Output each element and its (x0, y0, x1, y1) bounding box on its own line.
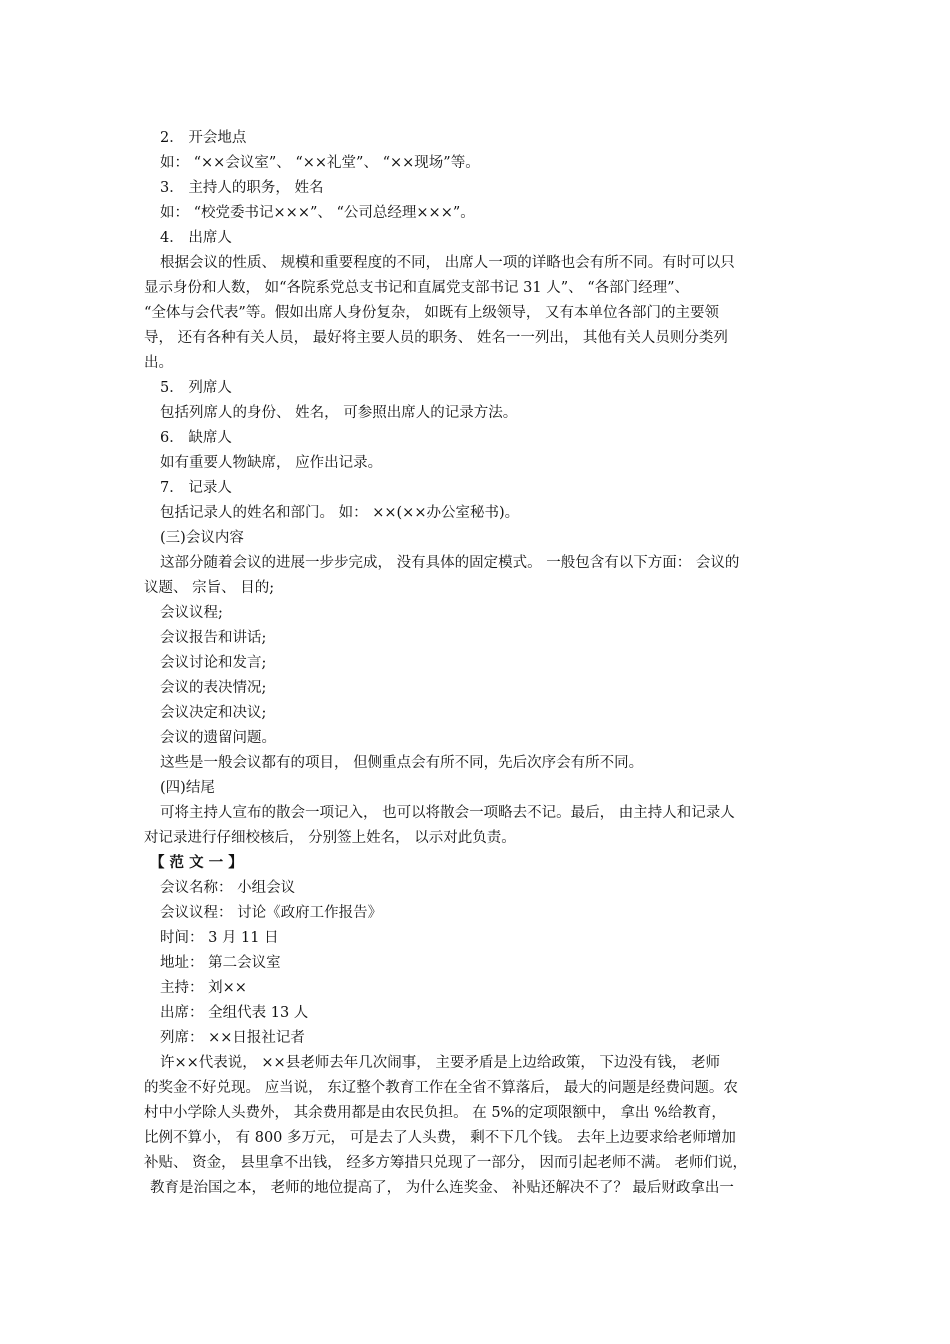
text-line: 的奖金不好兑现。 应当说， 东辽整个教育工作在全省不算落后， 最大的问题是经费问题。农 (144, 1080, 738, 1096)
list-item: 会议报告和讲话; (160, 630, 267, 646)
example-heading: 【 范 文 一 】 (150, 854, 243, 871)
text-line: 比例不算小， 有 800 多万元， 可是去了人头费， 剩不下几个钱。 去年上边要求给老师增加 (144, 1130, 736, 1146)
text-line: 出。 (144, 355, 173, 371)
text-line: 可将主持人宣布的散会一项记入， 也可以将散会一项略去不记。最后， 由主持人和记录人 (160, 805, 735, 821)
text-line: 6． 缺席人 (160, 430, 232, 446)
text-line: 如： “校党委书记×××”、 “公司总经理×××”。 (160, 205, 475, 221)
section-heading: (四)结尾 (160, 780, 215, 796)
text-line: 7． 记录人 (160, 480, 232, 496)
text-line: 导， 还有各种有关人员， 最好将主要人员的职务、 姓名一一列出， 其他有关人员则分类列 (144, 330, 728, 346)
text-line: 这些是一般会议都有的项目， 但侧重点会有所不同，先后次序会有所不同。 (160, 755, 644, 771)
text-line: 议题、 宗旨、 目的; (144, 580, 275, 596)
text-line: 教育是治国之本， 老师的地位提高了， 为什么连奖金、 补贴还解决不了？ 最后财政拿出一 (150, 1180, 734, 1196)
text-line: 许××代表说， ××县老师去年几次闹事， 主要矛盾是上边给政策， 下边没有钱， 老师 (160, 1055, 721, 1071)
list-item: 会议议程; (160, 605, 223, 621)
text-line: 包括列席人的身份、 姓名， 可参照出席人的记录方法。 (160, 405, 518, 421)
list-item: 会议的遗留问题。 (160, 730, 276, 746)
meeting-time-field: 时间： 3 月 11 日 (160, 930, 279, 946)
text-line: 显示身份和人数， 如“各院系党总支书记和直属党支部书记 31 人”、 “各部门经理”、 (144, 280, 690, 296)
meeting-host-field: 主持： 刘×× (160, 980, 247, 996)
text-line: 5． 列席人 (160, 380, 232, 396)
text-line: 如： “××会议室”、 “××礼堂”、 “××现场”等。 (160, 155, 480, 171)
text-line: 村中小学除人头费外， 其余费用都是由农民负担。 在 5%的定项限额中， 拿出 %给教育， (144, 1105, 726, 1121)
text-line: 4． 出席人 (160, 230, 232, 246)
text-line: 如有重要人物缺席， 应作出记录。 (160, 455, 383, 471)
meeting-name-field: 会议名称： 小组会议 (160, 880, 296, 896)
list-item: 会议的表决情况; (160, 680, 267, 696)
text-line: 对记录进行仔细校核后， 分别签上姓名， 以示对此负责。 (144, 830, 516, 846)
meeting-agenda-field: 会议议程： 讨论《政府工作报告》 (160, 905, 383, 921)
text-line: 补贴、 资金， 县里拿不出钱， 经多方筹措只兑现了一部分， 因而引起老师不满。 老师们说， (144, 1155, 748, 1171)
text-line: 这部分随着会议的进展一步步完成， 没有具体的固定模式。 一般包含有以下方面： 会议的 (160, 555, 740, 571)
section-heading: (三)会议内容 (160, 530, 244, 546)
list-item: 会议讨论和发言; (160, 655, 267, 671)
text-line: 包括记录人的姓名和部门。 如： ××(××办公室秘书)。 (160, 505, 520, 521)
text-line: “全体与会代表”等。假如出席人身份复杂， 如既有上级领导， 又有本单位各部门的主要领 (144, 305, 720, 321)
text-line: 2． 开会地点 (160, 130, 247, 146)
meeting-location-field: 地址： 第二会议室 (160, 955, 281, 971)
list-item: 会议决定和决议; (160, 705, 267, 721)
meeting-attendees-field: 出席： 全组代表 13 人 (160, 1005, 309, 1021)
meeting-observers-field: 列席： ××日报社记者 (160, 1030, 305, 1046)
text-line: 3． 主持人的职务， 姓名 (160, 180, 324, 196)
text-line: 根据会议的性质、 规模和重要程度的不同， 出席人一项的详略也会有所不同。有时可以只 (160, 255, 735, 271)
